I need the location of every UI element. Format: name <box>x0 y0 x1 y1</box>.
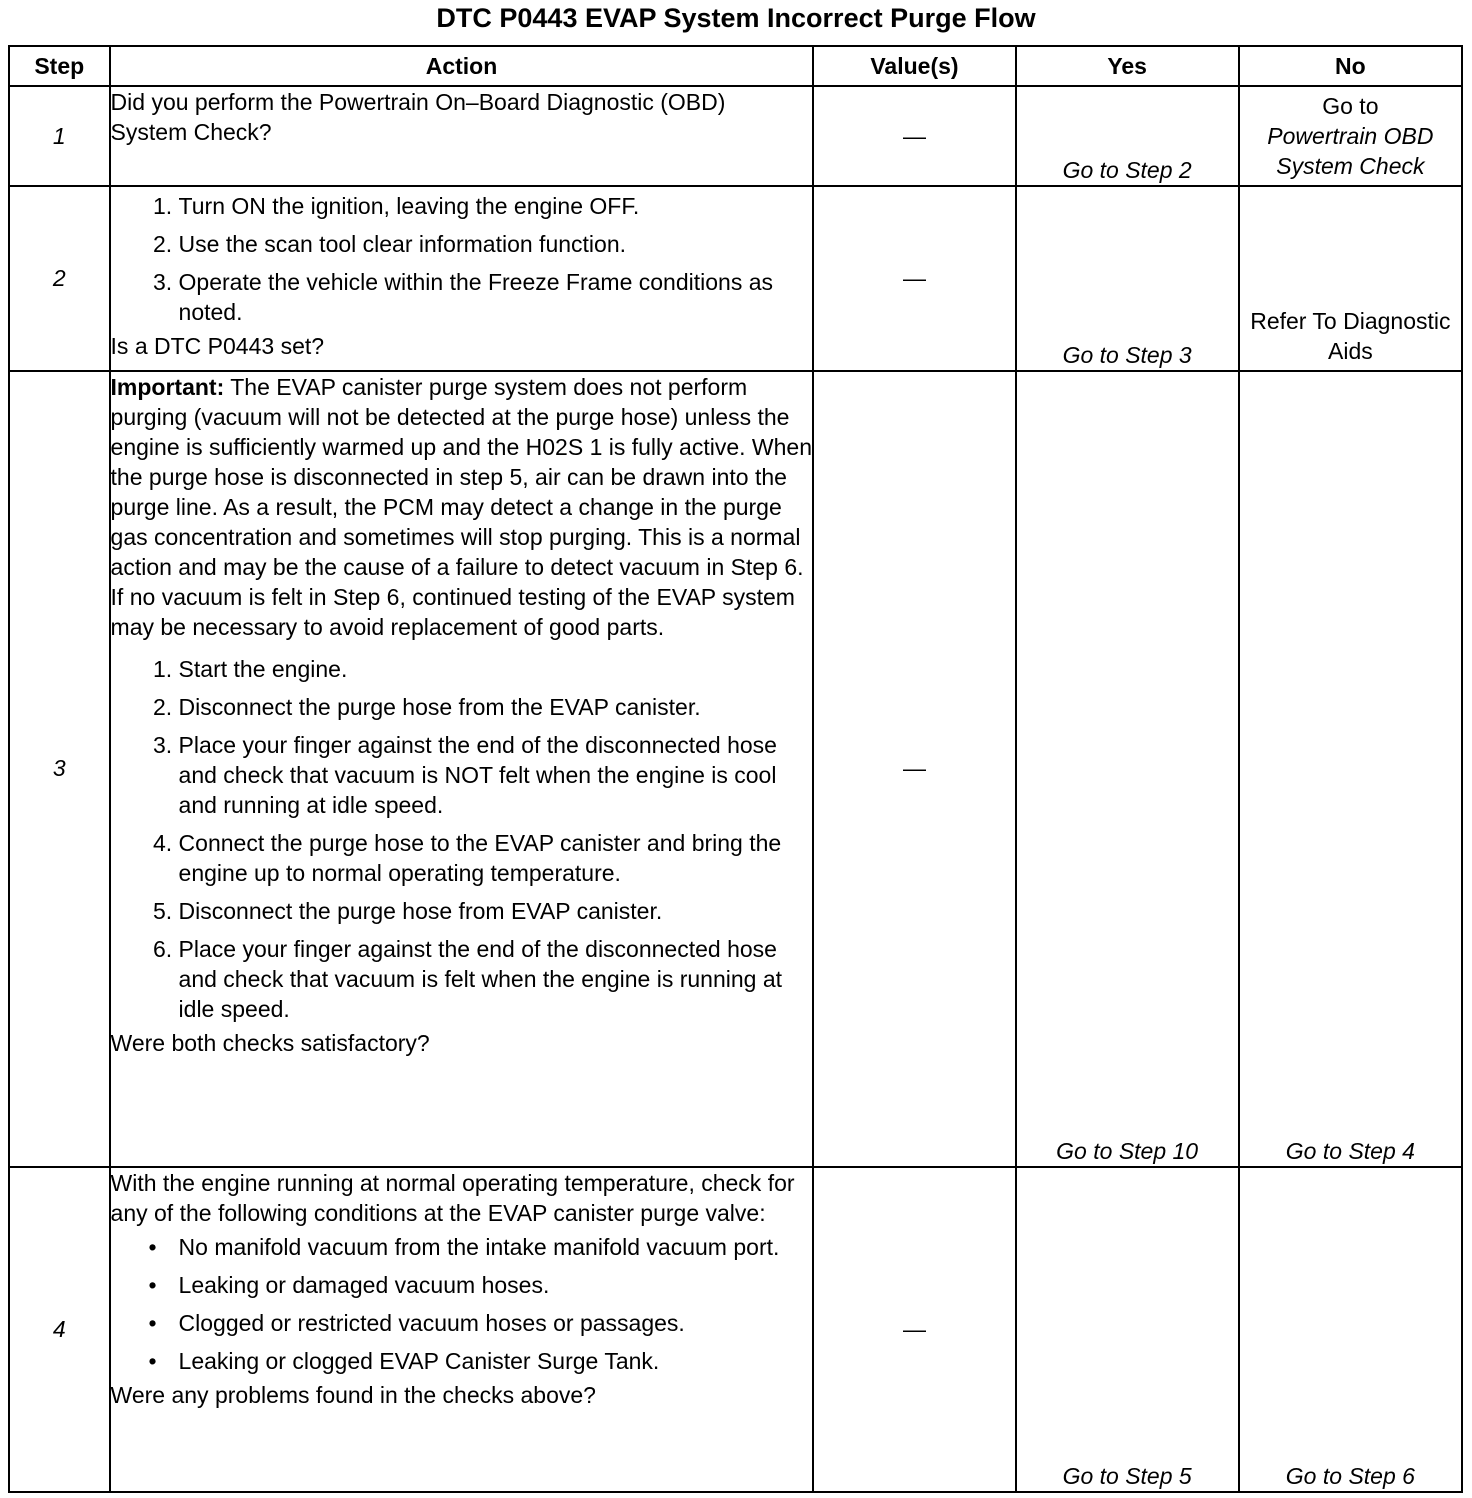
yes-cell: Go to Step 2 <box>1016 86 1239 186</box>
action-cell <box>110 371 814 1167</box>
step-number: 2 <box>9 186 110 371</box>
table-row <box>9 1167 1462 1492</box>
no-text-plain: Go to <box>1322 93 1379 119</box>
action-cell <box>110 1167 814 1492</box>
list-item: 1. Start the engine. <box>179 654 813 684</box>
list-item: 6. Place your finger against the end of the disconnected hose and check that vacuum is felt when the engine is running at idle speed. <box>179 934 813 1024</box>
list-item: 4. Connect the purge hose to the EVAP canister and bring the engine up to normal operating temperature. <box>179 828 813 888</box>
bullet-icon: • <box>148 1233 157 1260</box>
header-step: Step <box>9 46 110 86</box>
yes-cell: Go to Step 10 <box>1016 371 1239 1167</box>
header-row <box>9 46 1462 86</box>
bullet-icon: • <box>148 1271 157 1298</box>
value-cell: — <box>813 371 1015 1167</box>
header-no: No <box>1239 46 1462 86</box>
list-item: 5. Disconnect the purge hose from EVAP canister. <box>179 896 813 926</box>
list-item: 2. Disconnect the purge hose from the EVAP canister. <box>179 692 813 722</box>
list-item: • No manifold vacuum from the intake manifold vacuum port. <box>148 1233 780 1260</box>
header-action: Action <box>110 46 814 86</box>
header-values: Value(s) <box>813 46 1015 86</box>
step-number: 1 <box>9 86 110 186</box>
question-text: Were both checks satisfactory? <box>110 1030 430 1057</box>
list-item: • Leaking or damaged vacuum hoses. <box>148 1271 550 1298</box>
step-list <box>111 654 813 1024</box>
step-list <box>111 191 813 327</box>
value-cell: — <box>813 1167 1015 1492</box>
list-item: 3. Operate the vehicle within the Freeze Frame conditions as noted. <box>179 267 813 327</box>
yes-cell: Go to Step 3 <box>1016 186 1239 371</box>
list-item: 3. Place your finger against the end of the disconnected hose and check that vacuum is NOT felt when the engine is cool and running at idle speed. <box>179 730 813 820</box>
table-row <box>9 86 1462 186</box>
no-cell: Go to Step 6 <box>1239 1167 1462 1492</box>
page-title: DTC P0443 EVAP System Incorrect Purge Flow <box>436 3 1036 33</box>
step-number: 4 <box>9 1167 110 1492</box>
list-item: • Clogged or restricted vacuum hoses or passages. <box>148 1309 685 1336</box>
question-text: Is a DTC P0443 set? <box>110 333 325 360</box>
list-item: 2. Use the scan tool clear information function. <box>179 229 813 259</box>
no-text-link: Powertrain OBD System Check <box>1267 123 1434 179</box>
yes-cell: Go to Step 5 <box>1016 1167 1239 1492</box>
diagnostic-table <box>8 45 1463 1493</box>
list-item: 1. Turn ON the ignition, leaving the engine OFF. <box>179 191 813 221</box>
table-row <box>9 371 1462 1167</box>
value-cell: — <box>813 86 1015 186</box>
header-yes: Yes <box>1016 46 1239 86</box>
question-text: Were any problems found in the checks above? <box>110 1381 596 1408</box>
bullet-icon: • <box>148 1309 157 1336</box>
action-cell <box>110 86 814 186</box>
step-number: 3 <box>9 371 110 1167</box>
important-label: Important: <box>110 374 225 401</box>
action-cell <box>110 186 814 371</box>
action-text: Did you perform the Powertrain On–Board Diagnostic (OBD) System Check? <box>110 89 726 145</box>
important-text: The EVAP canister purge system does not perform purging (vacuum will not be detected at the purge hose) unless the engine is sufficiently warmed up and the H02S 1 is fully active. When the purge hose is disconnected in step 5, air can be drawn into the purge line. As a result, the PCM may detect a change in the purge gas concentration and sometimes will stop purging. This is a normal action and may be the cause of a failure to detect vacuum in Step 6. If no vacuum is felt in Step 6, continued testing of the EVAP system may be necessary to avoid replacement of good parts. <box>110 374 812 641</box>
condition-list <box>111 1232 813 1376</box>
value-cell: — <box>813 186 1015 371</box>
no-cell: Go to Step 4 <box>1239 371 1462 1167</box>
no-cell <box>1239 86 1462 186</box>
no-cell: Refer To Diagnostic Aids <box>1239 186 1462 371</box>
intro-text: With the engine running at normal operating temperature, check for any of the following conditions at the EVAP canister purge valve: <box>110 1169 795 1226</box>
list-item: • Leaking or clogged EVAP Canister Surge Tank. <box>148 1347 660 1374</box>
bullet-icon: • <box>148 1347 157 1374</box>
table-row <box>9 186 1462 371</box>
important-note <box>111 372 813 642</box>
